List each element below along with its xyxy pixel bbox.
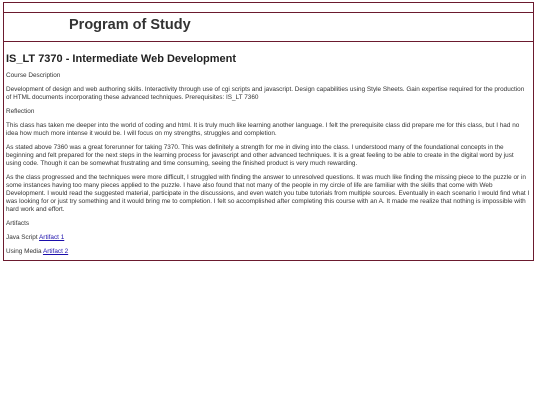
artifact-1-link[interactable]: Artifact 1 bbox=[39, 233, 65, 241]
main-content bbox=[6, 53, 530, 262]
artifact-2-link[interactable]: Artifact 2 bbox=[42, 247, 69, 255]
artifacts-heading: Artifacts bbox=[6, 219, 30, 227]
artifact-1-label: Java Script bbox=[6, 233, 40, 241]
artifact-2-label: Using Media bbox=[6, 247, 43, 255]
reflection-paragraph-strengths: As stated above 7360 was a great forerunner for taking 7370. This was definitely a strength for me in diving into the class. I understood many of the foundational concepts in the beginning and felt prepared for the next steps in the learning process for javascript and other advanced techniques. It is a great feeling to be able to create in the digital word by just using code. Though it can be somewhat frustrating and time consuming, seeing the finished product is very much rewarding. bbox=[6, 143, 514, 167]
course-title: IS_LT 7370 - Intermediate Web Development bbox=[6, 53, 237, 65]
course-description: Development of design and web authoring skills. Interactivity through use of cgi scripts and javascript. Design capabilities using Style Sheets. Gain expertise required for the production of HTML documents incorporating these advanced techniques. Prerequisites: IS_LT 7360 bbox=[6, 85, 525, 101]
reflection-paragraph-struggles: As the class progressed and the techniques were more difficult, I struggled with finding the answer to unresolved questions. It was much like finding the missing piece to the puzzle or in some instances having too many pieces applied to the puzzle. I have also found that not many of the people in my circle of life are familiar with the skills that come with Web Development. I would read the suggested material, participate in the discussions, and even watch you tube tutorials from multiple sources. Eventually in each scenario I would find what I was looking for or just try something and it would bring me to completion. I felt so accomplished after completing this course with an A. It made me realize that nothing is impossible with hard work and effort. bbox=[6, 173, 530, 213]
reflection-paragraph-strengths-intro: This class has taken me deeper into the world of coding and html. It is truly much like learning another language. I felt the prerequisite class did prepare me for this class, but I had no idea how much more intense it would be. I will focus on my strengths, struggles and completion. bbox=[6, 121, 520, 137]
page-frame bbox=[3, 2, 534, 261]
course-description-heading: Course Description bbox=[6, 71, 61, 79]
site-title: Program of Study bbox=[69, 17, 191, 33]
artifact-item-1 bbox=[6, 234, 530, 242]
artifact-item-2 bbox=[6, 248, 530, 256]
reflection-heading: Reflection bbox=[6, 107, 35, 115]
